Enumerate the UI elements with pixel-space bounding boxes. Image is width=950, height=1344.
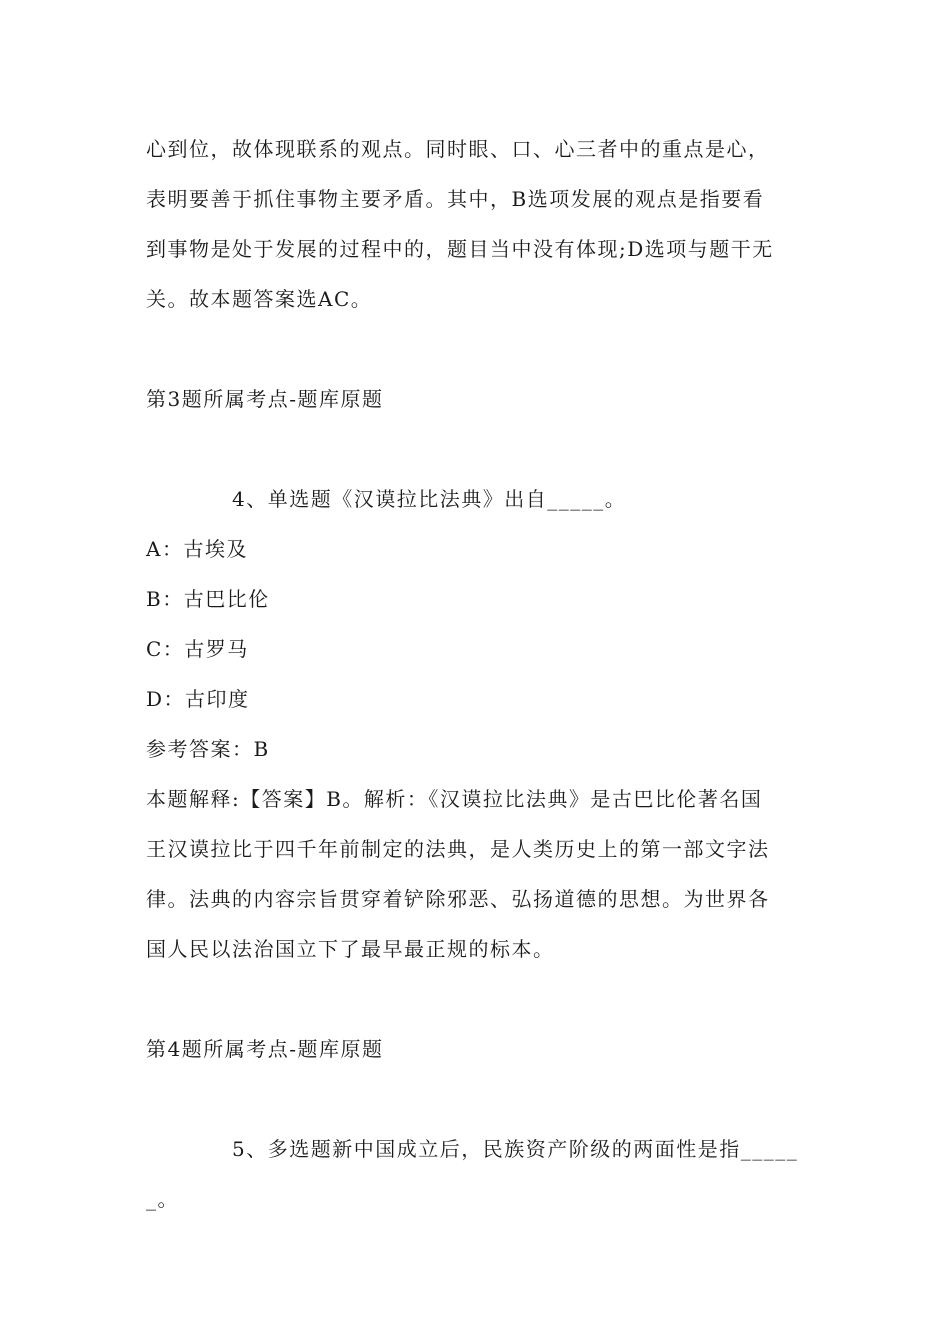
question-4-answer: 参考答案：B: [146, 737, 270, 761]
question-3-source: 第3题所属考点-题库原题: [146, 387, 384, 411]
explanation-line-3: 到事物是处于发展的过程中的，题目当中没有体现;D选项与题干无: [146, 237, 774, 261]
question-4-option-d: D：古印度: [146, 687, 250, 711]
question-4-explanation-line-3: 律。法典的内容宗旨贯穿着铲除邪恶、弘扬道德的思想。为世界各: [146, 887, 770, 911]
question-5-stem: 5、多选题新中国成立后，民族资产阶级的两面性是指_____: [232, 1137, 799, 1161]
question-4-option-a: A：古埃及: [146, 537, 248, 561]
question-4-option-b: B：古巴比伦: [146, 587, 270, 611]
question-4-option-c: C：古罗马: [146, 637, 249, 661]
question-4-stem: 4、单选题《汉谟拉比法典》出自_____。: [232, 487, 627, 511]
explanation-line-1: 心到位，故体现联系的观点。同时眼、口、心三者中的重点是心，: [146, 137, 770, 161]
question-5-stem-continued: _。: [146, 1187, 179, 1211]
question-4-explanation-line-4: 国人民以法治国立下了最早最正规的标本。: [146, 937, 555, 961]
question-4-source: 第4题所属考点-题库原题: [146, 1037, 384, 1061]
explanation-line-4: 关。故本题答案选AC。: [146, 287, 373, 311]
explanation-line-2: 表明要善于抓住事物主要矛盾。其中，B选项发展的观点是指要看: [146, 187, 765, 211]
question-4-explanation-line-1: 本题解释:【答案】B。解析：《汉谟拉比法典》是古巴比伦著名国: [146, 787, 763, 811]
question-4-explanation-line-2: 王汉谟拉比于四千年前制定的法典，是人类历史上的第一部文字法: [146, 837, 770, 861]
